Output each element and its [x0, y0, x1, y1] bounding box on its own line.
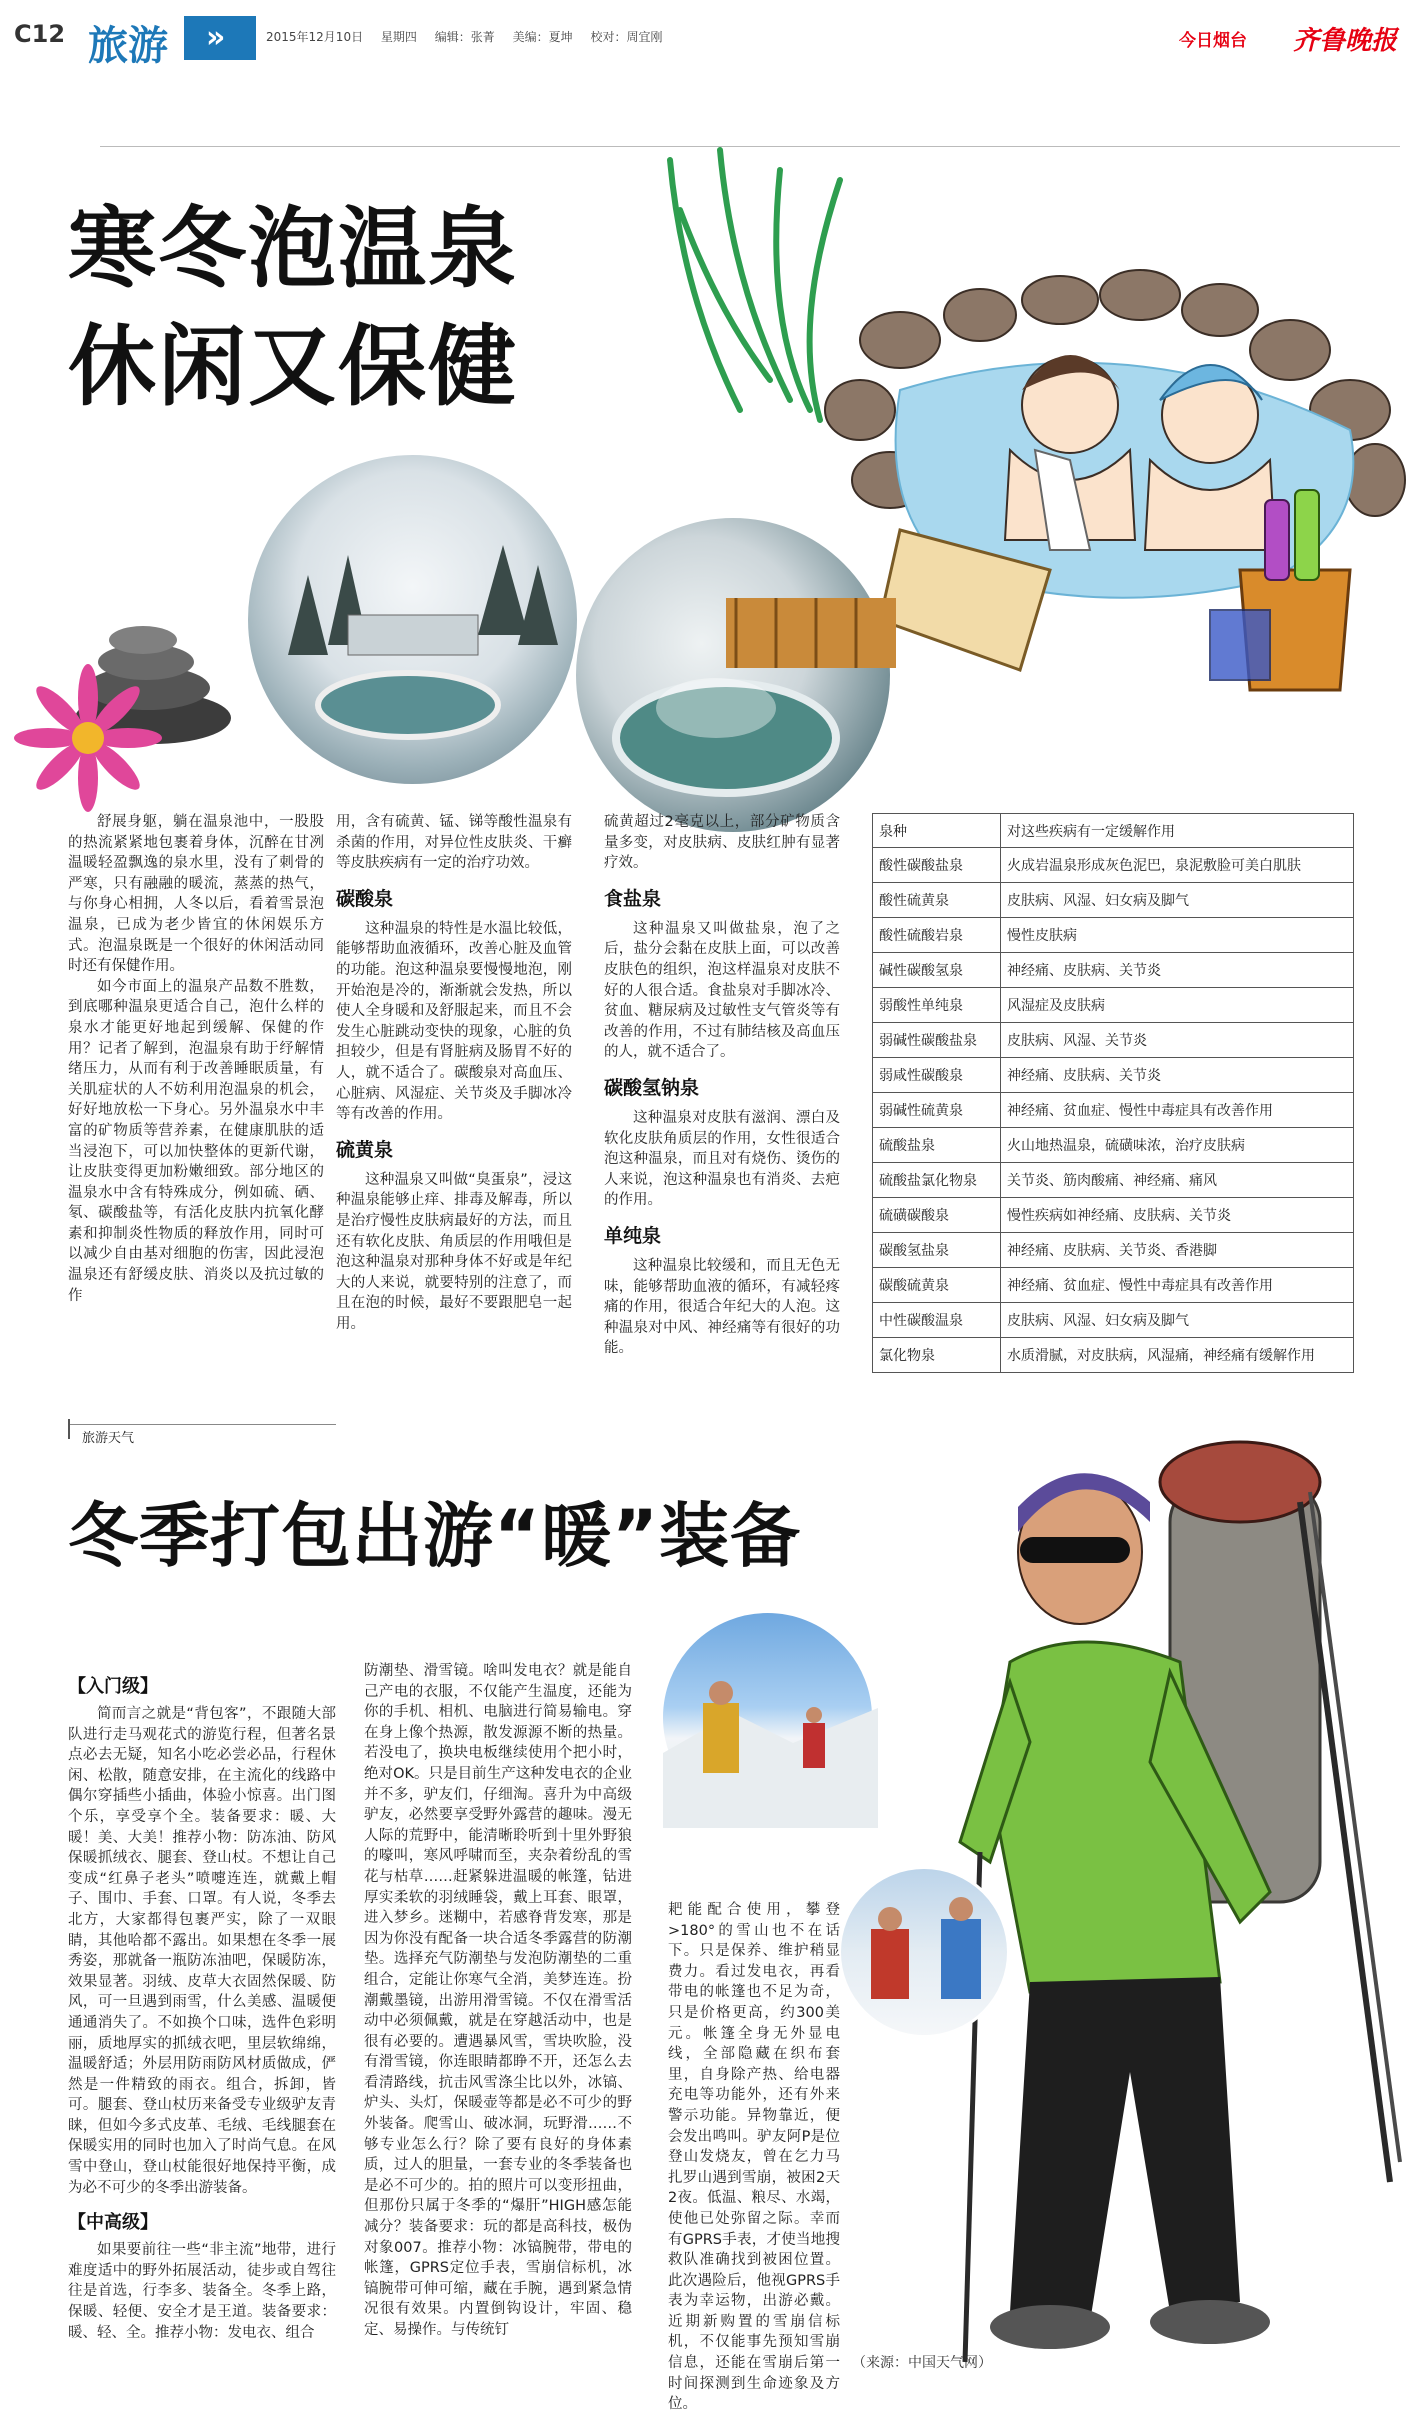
spring-type: 酸性硫酸岩泉 [873, 918, 1001, 953]
issue-meta [266, 28, 676, 45]
table-row [873, 883, 1354, 918]
spring-type: 酸性碳酸盐泉 [873, 848, 1001, 883]
spring-effect: 神经痛、皮肤病、关节炎 [1001, 1058, 1354, 1093]
spring-effect: 关节炎、筋肉酸痛、神经痛、痛风 [1001, 1163, 1354, 1198]
table-row [873, 1163, 1354, 1198]
spring-effect: 慢性皮肤病 [1001, 918, 1354, 953]
story1-title-line1: 寒冬泡温泉 [68, 197, 519, 300]
ski-photo-1 [660, 1610, 875, 1825]
spring-type: 硫酸盐泉 [873, 1128, 1001, 1163]
table-header-row [873, 814, 1354, 848]
story2-headline: 冬季打包出游“暖”装备 [68, 1495, 802, 1577]
issue-weekday: 星期四 [380, 30, 417, 44]
page-header [14, 14, 1397, 69]
spring-type: 中性碳酸温泉 [873, 1303, 1001, 1338]
spring-effect: 皮肤病、风湿、妇女病及脚气 [1001, 883, 1354, 918]
story1-column-2 [336, 812, 572, 1334]
spring-type: 酸性硫黄泉 [873, 883, 1001, 918]
spring-type: 碱性碳酸氢泉 [873, 953, 1001, 988]
story1-paragraph: 这种温泉的特性是水温比较低，能够帮助血液循环，改善心脏及血管的功能。泡这种温泉要慢慢地泡，刚开始泡是冷的，渐渐就会发热，所以使人全身暖和及舒服起来，而且不会发生心脏跳动变快的现象，心脏的负担较少，但是有肾脏病及肠胃不好的人，就不适合了。碳酸泉对高血压、心脏病、风湿症、关节炎及手脚冰冷等有改善的作用。 [336, 920, 572, 1123]
spring-effect: 慢性疾病如神经痛、皮肤病、关节炎 [1001, 1198, 1354, 1233]
spring-effect: 神经痛、皮肤病、关节炎、香港脚 [1001, 1233, 1354, 1268]
spring-effect: 神经痛、贫血症、慢性中毒症具有改善作用 [1001, 1268, 1354, 1303]
subheading-bicarbonate-spring: 碳酸氢钠泉 [604, 1076, 700, 1099]
table-row [873, 1268, 1354, 1303]
table-row [873, 1093, 1354, 1128]
story2-paragraph: 简而言之就是“背包客”，不跟随大部队进行走马观花式的游览行程，但著名景点必去无疑，知名小吃必尝必品，行程休闲、松散，随意安排，在主流化的线路中偶尔穿插些小插曲，体验小惊喜。出门图个乐，享受享个全。装备要求：暖、大暖！美、大美！推荐小物：防冻油、防风保暖抓绒衣、腿套、登山杖。不想让自己变成“红鼻子老头”喷嚏连连，就戴上帽子、围巾、手套、口罩。有人说，冬季去北方，大家都得包裹严实，除了一双眼睛，其他哈都不露出。如果想在冬季一展秀姿，那就备一瓶防冻油吧，保暖防冻，效果显著。羽绒、皮草大衣固然保暖、防风，可一旦遇到雨雪，什么美感、温暖便通通消失了。不如换个口味，选件色彩明丽，质地厚实的抓绒衣吧，里层软绵绵，温暖舒适；外层用防雨防风材质做成，俨然是一件精致的雨衣。组合，拆卸，皆可。腿套、登山杖历来备受专业级驴友青睐，但如今多式皮革、毛绒、毛线腿套在保暖实用的同时也加入了时尚气息。在风雪中登山，登山杖能很好地保持平衡，成为必不可少的冬季出游装备。 [68, 1706, 336, 2196]
spring-type: 硫磺碳酸泉 [873, 1198, 1001, 1233]
designer-credit: 美编：夏坤 [512, 30, 573, 44]
spring-effect: 神经痛、贫血症、慢性中毒症具有改善作用 [1001, 1093, 1354, 1128]
spring-type: 硫酸盐氯化物泉 [873, 1163, 1001, 1198]
section-arrow-icon: » [184, 16, 256, 60]
section-tag [68, 1424, 336, 1446]
page-number: C12 [14, 20, 66, 48]
spring-effect: 皮肤病、风湿、妇女病及脚气 [1001, 1303, 1354, 1338]
spring-effect: 皮肤病、风湿、关节炎 [1001, 1023, 1354, 1058]
editor-credit: 编辑：张菁 [434, 30, 495, 44]
story2-paragraph: 如果要前往一些“非主流”地带，进行难度适中的野外拓展活动，徒步或自驾往往是首选，行李多、装备全。冬季上路，保暖、轻便、安全才是王道。装备要求：暖、轻、全。推荐小物：发电衣、组合 [68, 2242, 336, 2341]
table-row [873, 988, 1354, 1023]
story1-column-1 [68, 812, 324, 1306]
spring-type: 弱酸性单纯泉 [873, 988, 1001, 1023]
table-header-cell: 对这些疾病有一定缓解作用 [1001, 814, 1354, 848]
spring-type: 弱咸性碳酸泉 [873, 1058, 1001, 1093]
spring-type: 氯化物泉 [873, 1338, 1001, 1373]
level-heading-advanced: 【中高级】 [68, 2212, 158, 2234]
header-divider [100, 146, 1400, 147]
hot-spring-table [872, 813, 1354, 1373]
subheading-simple-spring: 单纯泉 [604, 1224, 662, 1247]
subheading-sulfur-spring: 硫黄泉 [336, 1138, 394, 1161]
story2-paragraph: 耙能配合使用，攀登>180°的雪山也不在话下。只是保养、维护稍显费力。看过发电衣，再看带电的帐篷也不足为奇，只是价格更高，约300美元。帐篷全身无外显电线，全部隐藏在织布套里，自身除产热、给电器充电等功能外，还有外来警示功能。异物靠近，便会发出鸣叫。驴友阿P是位登山发烧友，曾在乞力马扎罗山遇到雪崩，被困2天2夜。低温、粮尽、水竭，使他已处弥留之际。幸而有GPRS手表，才使当地搜救队准确找到被困位置。此次遇险后，他视GPRS手表为幸运物，出游必戴。近期新购置的雪崩信标机，不仅能事先预知雪崩信息，还能在雪崩后第一时间探测到生命迹象及方位。 [668, 1902, 840, 2413]
story2-column-3 [668, 1900, 840, 2415]
spring-type: 弱碱性碳酸盐泉 [873, 1023, 1001, 1058]
table-row [873, 953, 1354, 988]
brand-tag: 今日烟台 [1179, 31, 1247, 51]
story2-paragraph: 防潮垫、滑雪镜。啥叫发电衣？就是能自己产电的衣服，不仅能产生温度，还能为你的手机、相机、电脑进行简易输电。穿在身上像个热源，散发源源不断的热量。若没电了，换块电板继续使用个把小时，绝对OK。只是目前生产这种发电衣的企业并不多，驴友们，仔细淘。喜升为中高级驴友，必然要享受野外露营的趣味。漫无人际的荒野中，能清晰聆听到十里外野狼的嚎叫，寒风呼啸而至，夹杂着纷乱的雪花与枯草……赶紧躲进温暖的帐篷，钻进厚实柔软的羽绒睡袋，戴上耳套、眼罩，进入梦乡。迷糊中，若感脊背发寒，那是因为你没有配备一块合适冬季露营的防潮垫。选择充气防潮垫与发泡防潮垫的二重组合，定能让你寒气全消，美梦连连。扮潮戴墨镜，出游用滑雪镜。不仅在滑雪活动中必须佩戴，就是在穿越活动中，也是很有必要的。遭遇暴风雪，雪块吹脸，没有滑雪镜，你连眼睛都睁不开，还怎么去看清路线，抗击风雪涤尘比以外，冰镐、炉头、头灯，保暖壶等都是必不可少的野外装备。爬雪山、破冰洞，玩野滑……不够专业怎么行？除了要有良好的身体素质，过人的胆量，一套专业的冬季装备也是必不可少的。拍的照片可以变形扭曲，但那份只属于冬季的“爆肝”HIGH感怎能减分？装备要求：玩的都是高科技，极伪对象007。推荐小物：冰镐腕带，带电的帐篷，GPRS定位手表，雪崩信标机，冰镐腕带可伸可缩，藏在手腕，遇到紧急情况很有效果。内置倒钩设计，牢固、稳定、易操作。与传统钉 [364, 1663, 632, 2338]
subheading-salt-spring: 食盐泉 [604, 887, 662, 910]
table-row [873, 848, 1354, 883]
table-row [873, 1303, 1354, 1338]
level-heading-beginner: 【入门级】 [68, 1676, 158, 1697]
table-row [873, 918, 1354, 953]
table-header-cell: 泉种 [873, 814, 1001, 848]
spring-effect: 火山地热温泉，硫磺味浓，治疗皮肤病 [1001, 1128, 1354, 1163]
table-row [873, 1023, 1354, 1058]
snow-hotspring-photo-1 [245, 452, 580, 787]
spring-type: 弱碱性硫黄泉 [873, 1093, 1001, 1128]
story1-paragraph: 用，含有硫黄、锰、锑等酸性温泉有杀菌的作用，对异位性皮肤炎、干癣等皮肤疾病有一定的治疗功效。 [336, 814, 572, 872]
section-tag-label: 旅游天气 [82, 1431, 135, 1446]
story1-paragraph: 这种温泉对皮肤有滋润、漂白及软化皮肤角质层的作用，女性很适合泡这种温泉，而且对有烧伤、烫伤的人来说，泡这种温泉也有消炎、去疤的作用。 [604, 1109, 840, 1209]
story1-headline [68, 190, 518, 426]
story1-paragraph: 如今市面上的温泉产品数不胜数，到底哪种温泉更适合自己，泡什么样的泉水才能更好地起到缓解、保健的作用？记者了解到，泡温泉有助于纾解情绪压力，从而有利于改善睡眠质量，有关肌症状的人不妨利用泡温泉的机会，好好地放松一下身心。另外温泉水中丰富的矿物质等营养素，在健康肌肤的适当浸泡下，可以加快整体的更新代谢，让皮肤变得更加粉嫩细致。部分地区的温泉水中含有特殊成分，例如硫、硒、氡、碳酸盐等，有活化皮肤内抗氧化酵素和抑制炎性物质的释放作用，同时可以减少自由基对细胞的伤害，因此浸泡温泉还有舒缓皮肤、消炎以及抗过敏的作 [68, 978, 324, 1304]
spa-stones-flower [18, 578, 258, 800]
story2-column-1 [68, 1668, 336, 2343]
spring-effect: 风湿症及皮肤病 [1001, 988, 1354, 1023]
story1-paragraph: 这种温泉比较缓和，而且无色无味，能够帮助血液的循环，有减轻疼痛的作用，很适合年纪大的人泡。这种温泉对中风、神经痛等有很好的功能。 [604, 1257, 840, 1357]
story1-title-line2: 休闲又保健 [68, 315, 519, 418]
story1-paragraph: 硫黄超过2毫克以上，部分矿物质含量多变，对皮肤病、皮肤红肿有显著疗效。 [604, 814, 840, 872]
table-row [873, 1338, 1354, 1373]
spring-type: 碳酸硫黄泉 [873, 1268, 1001, 1303]
spring-effect: 水质滑腻，对皮肤病，风湿痛，神经痛有缓解作用 [1001, 1338, 1354, 1373]
source-credit: （来源：中国天气网） [852, 2355, 992, 2371]
snow-hotspring-photo-2 [573, 515, 893, 835]
story1-column-3 [604, 812, 840, 1359]
story1-paragraph: 这种温泉又叫做盐泉，泡了之后，盐分会黏在皮肤上面，可以改善皮肤色的组织，泡这样温泉对皮肤不好的人很合适。食盐泉对手脚冰冷、贫血、糖尿病及过敏性支气管炎等有改善的作用，不过有肺结核及高血压的人，就不适合了。 [604, 920, 840, 1061]
story1-paragraph: 舒展身躯，躺在温泉池中，一股股的热流紧紧地包裹着身体，沉醉在甘冽温暖轻盈飘逸的泉水里，没有了刺骨的严寒，只有融融的暖流，蒸蒸的热气，与你身心相拥，人冬以后，看着雪景泡温泉，已成为老少皆宜的休闲娱乐方式。泡温泉既是一个很好的休闲活动同时还有保健作用。 [68, 814, 324, 975]
story1-paragraph: 这种温泉又叫做“臭蛋泉”，浸这种温泉能够止痒、排毒及解毒，所以是治疗慢性皮肤病最好的方法，而且还有软化皮肤、角质层的作用哦但是泡这种温泉对那种身体不好或是年纪大的人来说，就要特别的注意了，而且在泡的时候，最好不要跟肥皂一起用。 [336, 1171, 572, 1332]
table-row [873, 1058, 1354, 1093]
newspaper-logo: 齐鲁晚报 [1292, 26, 1397, 56]
hiker-illustration [970, 1422, 1410, 2372]
ski-photo-2 [838, 1866, 1010, 2038]
subheading-carbonic-spring: 碳酸泉 [336, 887, 394, 910]
table-row [873, 1198, 1354, 1233]
proofreader-credit: 校对：周宜刚 [590, 30, 663, 44]
issue-date: 2015年12月10日 [266, 30, 364, 44]
spring-effect: 神经痛、皮肤病、关节炎 [1001, 953, 1354, 988]
spring-effect: 火成岩温泉形成灰色泥巴，泉泥敷脸可美白肌肤 [1001, 848, 1354, 883]
spring-type: 碳酸氢盐泉 [873, 1233, 1001, 1268]
table-row [873, 1128, 1354, 1163]
story2-column-2 [364, 1661, 632, 2341]
section-name: 旅游 [88, 23, 168, 69]
table-row [873, 1233, 1354, 1268]
